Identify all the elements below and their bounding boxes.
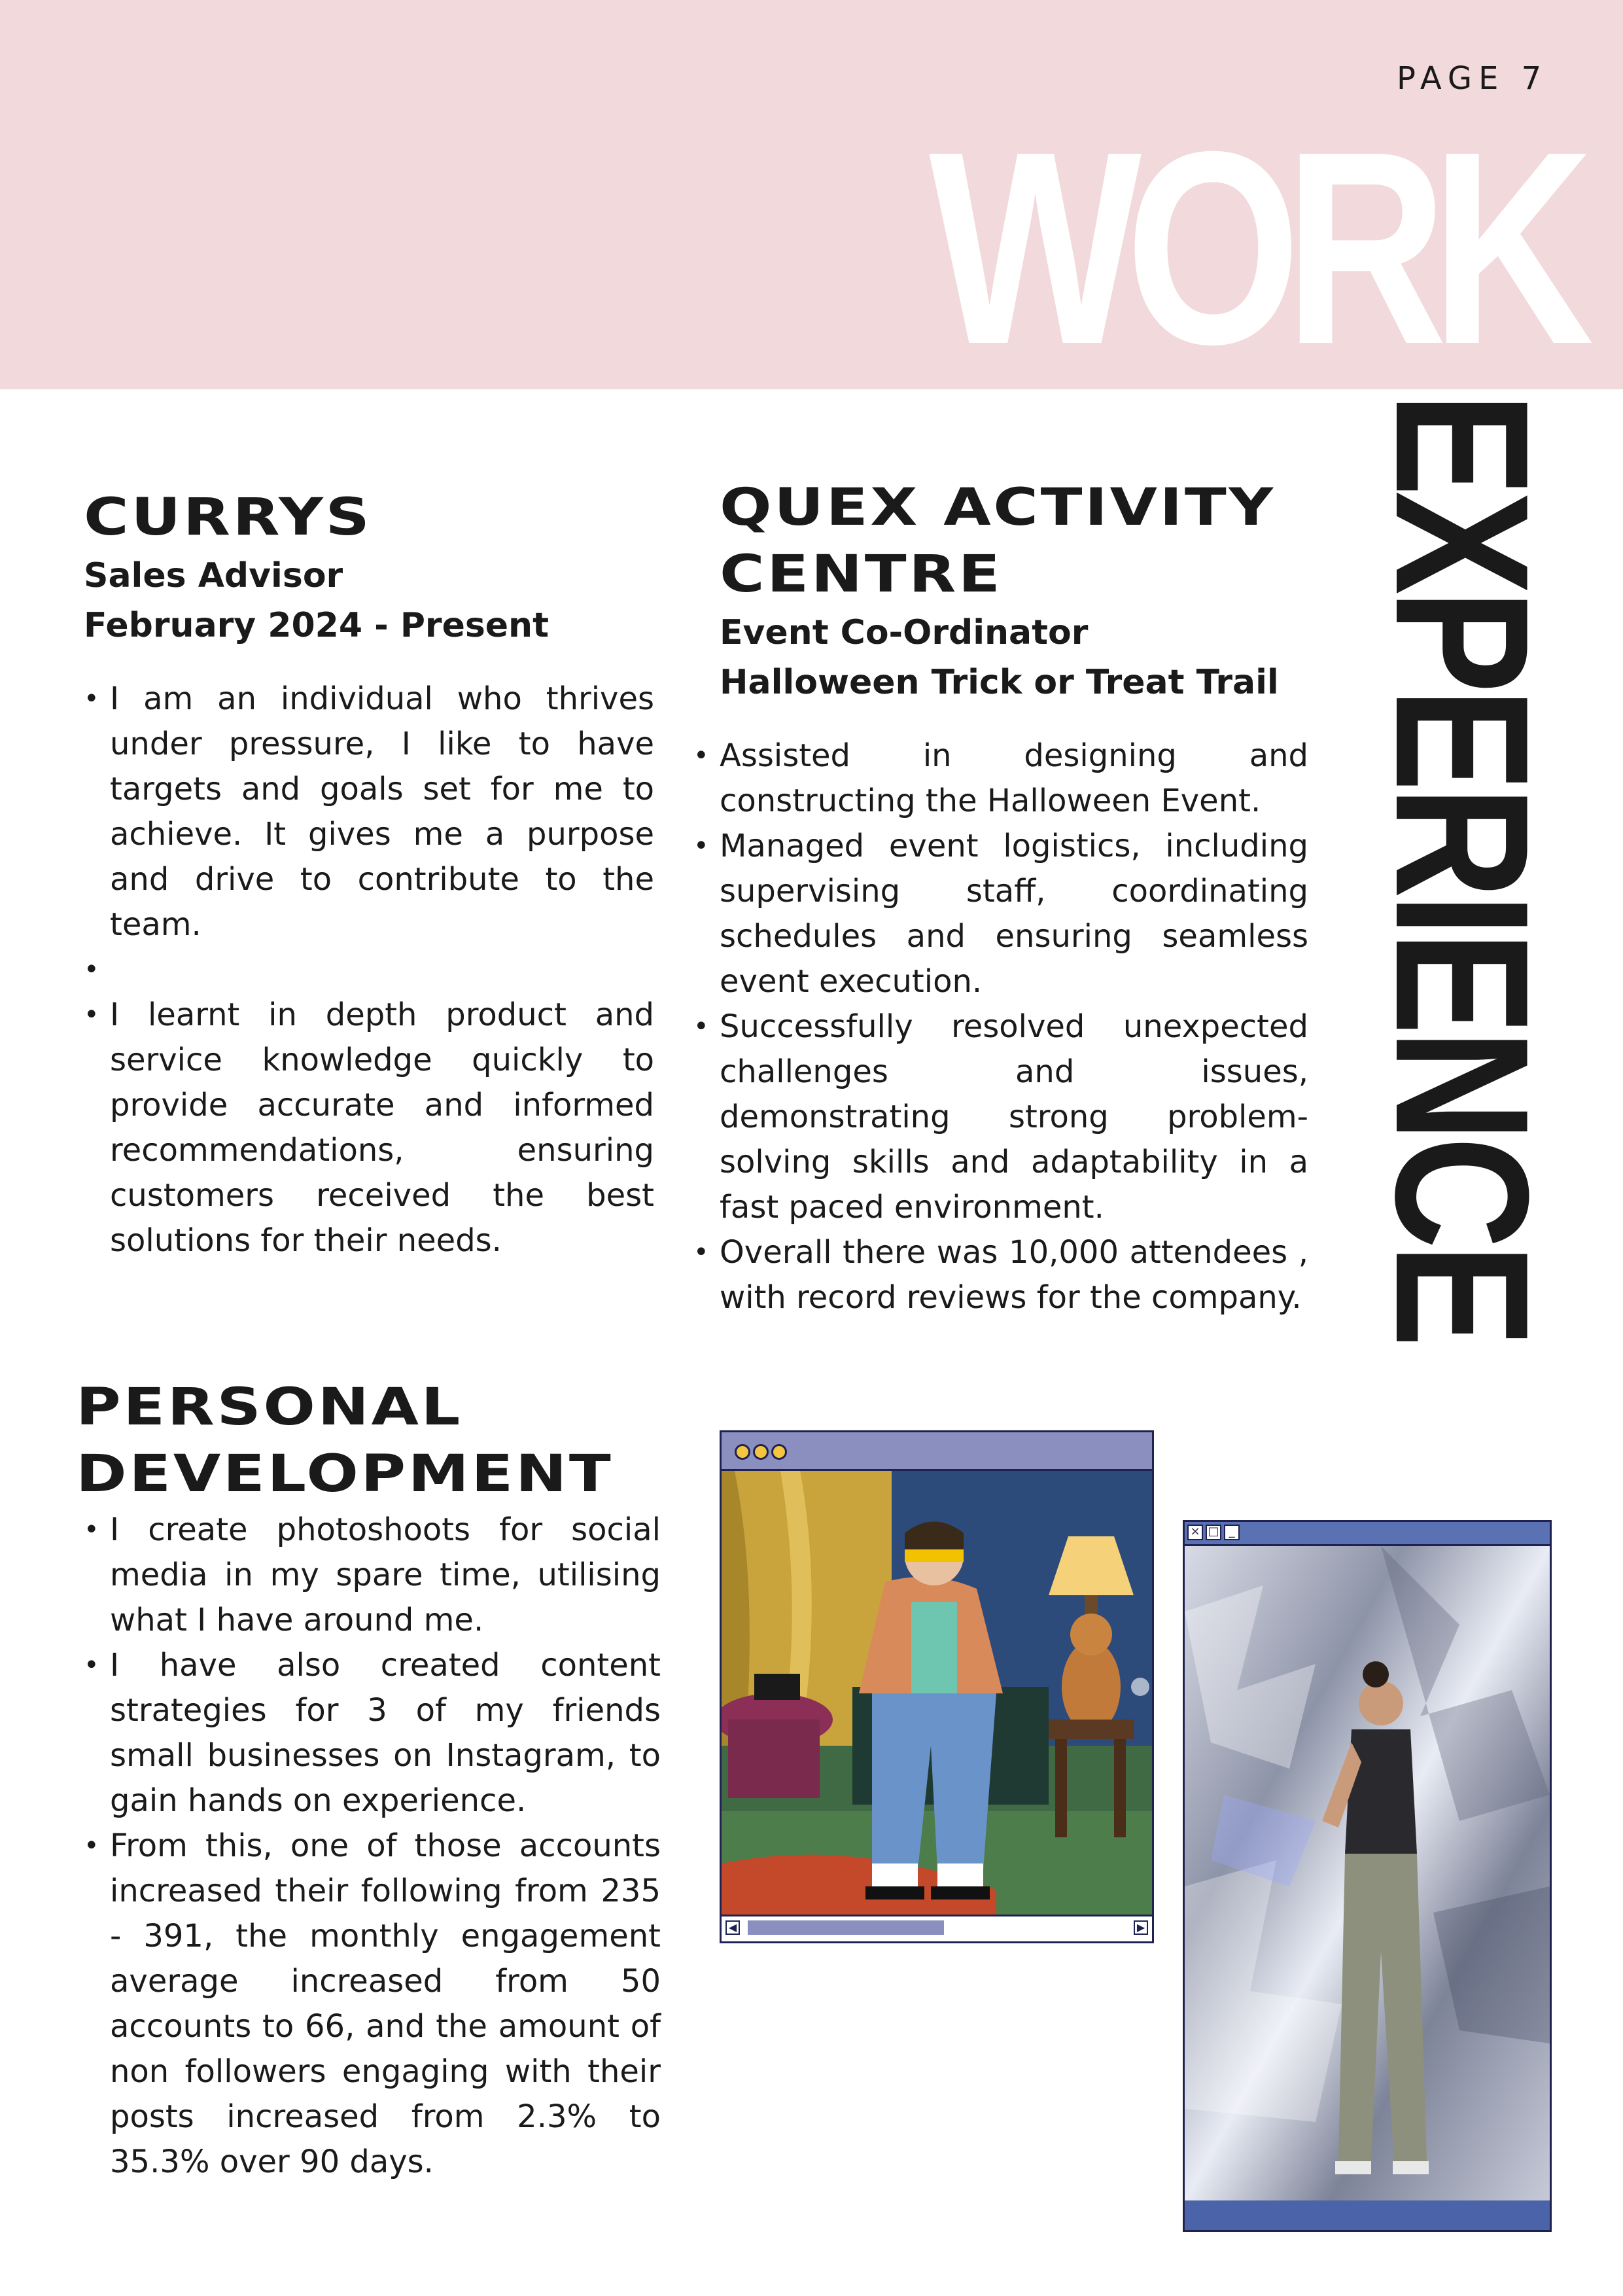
personal-heading-line2: DEVELOPMENT [76, 1445, 614, 1504]
photo-window-2 [1183, 1520, 1552, 2232]
maximize-icon[interactable]: □ [1206, 1525, 1221, 1540]
title-work: WORK [929, 95, 1578, 402]
scrollbar-thumb[interactable] [748, 1920, 944, 1935]
personal-section [76, 1374, 661, 2185]
list-item: • I am an individual who thrives under pressure, I like to have targets and goals set for me to achieve. It gives me a purpose and drive to contribute to the team. [110, 677, 654, 947]
quex-heading-line2: CENTRE [720, 545, 1003, 604]
quex-role: Event Co-Ordinator [720, 613, 1089, 652]
photo-window-1 [720, 1430, 1154, 1943]
quex-event: Halloween Trick or Treat Trail [720, 663, 1279, 702]
minimize-icon[interactable]: _ [1224, 1525, 1240, 1540]
title-experience: EXPERIENCE [1356, 393, 1568, 1342]
currys-bullets [84, 677, 654, 1263]
scroll-right-icon[interactable]: ▶ [1134, 1920, 1148, 1935]
photo-foil-backdrop [1185, 1546, 1550, 2200]
quex-section [720, 474, 1308, 1320]
window-footer [1185, 2202, 1550, 2230]
currys-dates: February 2024 - Present [84, 606, 549, 645]
window-titlebar [1185, 1522, 1550, 1546]
list-spacer [110, 947, 654, 993]
personal-bullets [84, 1508, 661, 2185]
list-item: • I learnt in depth product and service knowledge quickly to provide accurate and informed recommendations, ensuring customers received the best solutions for their needs. [110, 993, 654, 1263]
list-item: • From this, one of those accounts increased their following from 235 - 391, the monthly engagement average increased from 50 accounts to 66, and the amount of non followers engaging with their posts increased from 2.3% to 35.3% over 90 days. [110, 1824, 661, 2185]
quex-bullets [686, 733, 1308, 1320]
list-item: • Managed event logistics, including supervising staff, coordinating schedules and ensuring seamless event execution. [720, 824, 1308, 1004]
currys-heading: CURRYS [84, 488, 372, 547]
list-item: • Overall there was 10,000 attendees , with record reviews for the company. [720, 1230, 1308, 1320]
page-number: PAGE 7 [1397, 60, 1548, 97]
personal-heading-line1: PERSONAL [76, 1378, 462, 1437]
window-dot-icon [771, 1444, 787, 1460]
photo-seated-portrait [722, 1471, 1152, 1915]
currys-role: Sales Advisor [84, 556, 343, 595]
list-item: • I have also created content strategies for 3 of my friends small businesses on Instagram, to gain hands on experience. [110, 1643, 661, 1824]
window-titlebar [722, 1432, 1152, 1471]
list-item: • I create photoshoots for social media in my spare time, utilising what I have around me. [110, 1508, 661, 1643]
window-dot-icon [753, 1444, 769, 1460]
list-item: • Successfully resolved unexpected challenges and issues, demonstrating strong problem-solving skills and adaptability in a fast paced environment. [720, 1004, 1308, 1230]
close-icon[interactable]: × [1187, 1525, 1203, 1540]
horizontal-scrollbar[interactable] [722, 1915, 1152, 1941]
quex-heading-line1: QUEX ACTIVITY [720, 478, 1276, 537]
list-item: • Assisted in designing and constructing the Halloween Event. [720, 733, 1308, 824]
currys-section [84, 484, 654, 1263]
scroll-left-icon[interactable]: ◀ [725, 1920, 740, 1935]
window-dot-icon [735, 1444, 750, 1460]
